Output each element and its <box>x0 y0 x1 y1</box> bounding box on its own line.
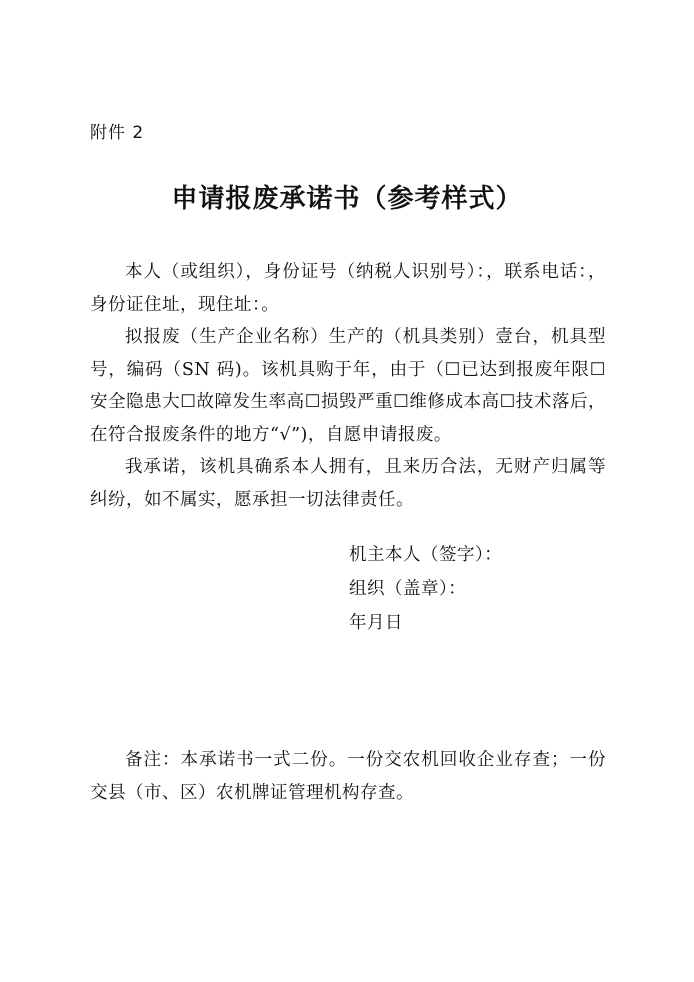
owner-signature-label: 机主本人（签字）： <box>349 545 503 565</box>
date-label: 年月日 <box>349 613 403 633</box>
paragraph-machine-info: 拟报废（生产企业名称）生产的（机具类别）壹台，机具型号，编码（SN 码)。该机具购于年，由于（☐已达到报废年限☐安全隐患大☐故障发生率高☐损毁严重☐维修成本高☐技术落后，在符合报废条件的地方“√”)，自愿申请报废。 <box>90 327 606 445</box>
paragraph-identity: 本人（或组织），身份证号（纳税人识别号）：，联系电话：，身份证住址，现住址：。 <box>90 262 606 315</box>
note-paragraph: 备注：本承诺书一式二份。一份交农机回收企业存查；一份交县（市、区）农机牌证管理机构存查。 <box>90 750 606 803</box>
document-title: 申请报废承诺书（参考样式） <box>171 184 523 214</box>
paragraph-pledge: 我承诺，该机具确系本人拥有，且来历合法，无财产归属等纠纷，如不属实，愿承担一切法律责任。 <box>90 457 606 510</box>
attachment-label: 附件 2 <box>90 123 145 143</box>
signature-block <box>349 538 502 640</box>
organization-seal-label: 组织（盖章）： <box>349 579 467 599</box>
document-body <box>90 256 606 516</box>
note-section <box>90 744 606 809</box>
